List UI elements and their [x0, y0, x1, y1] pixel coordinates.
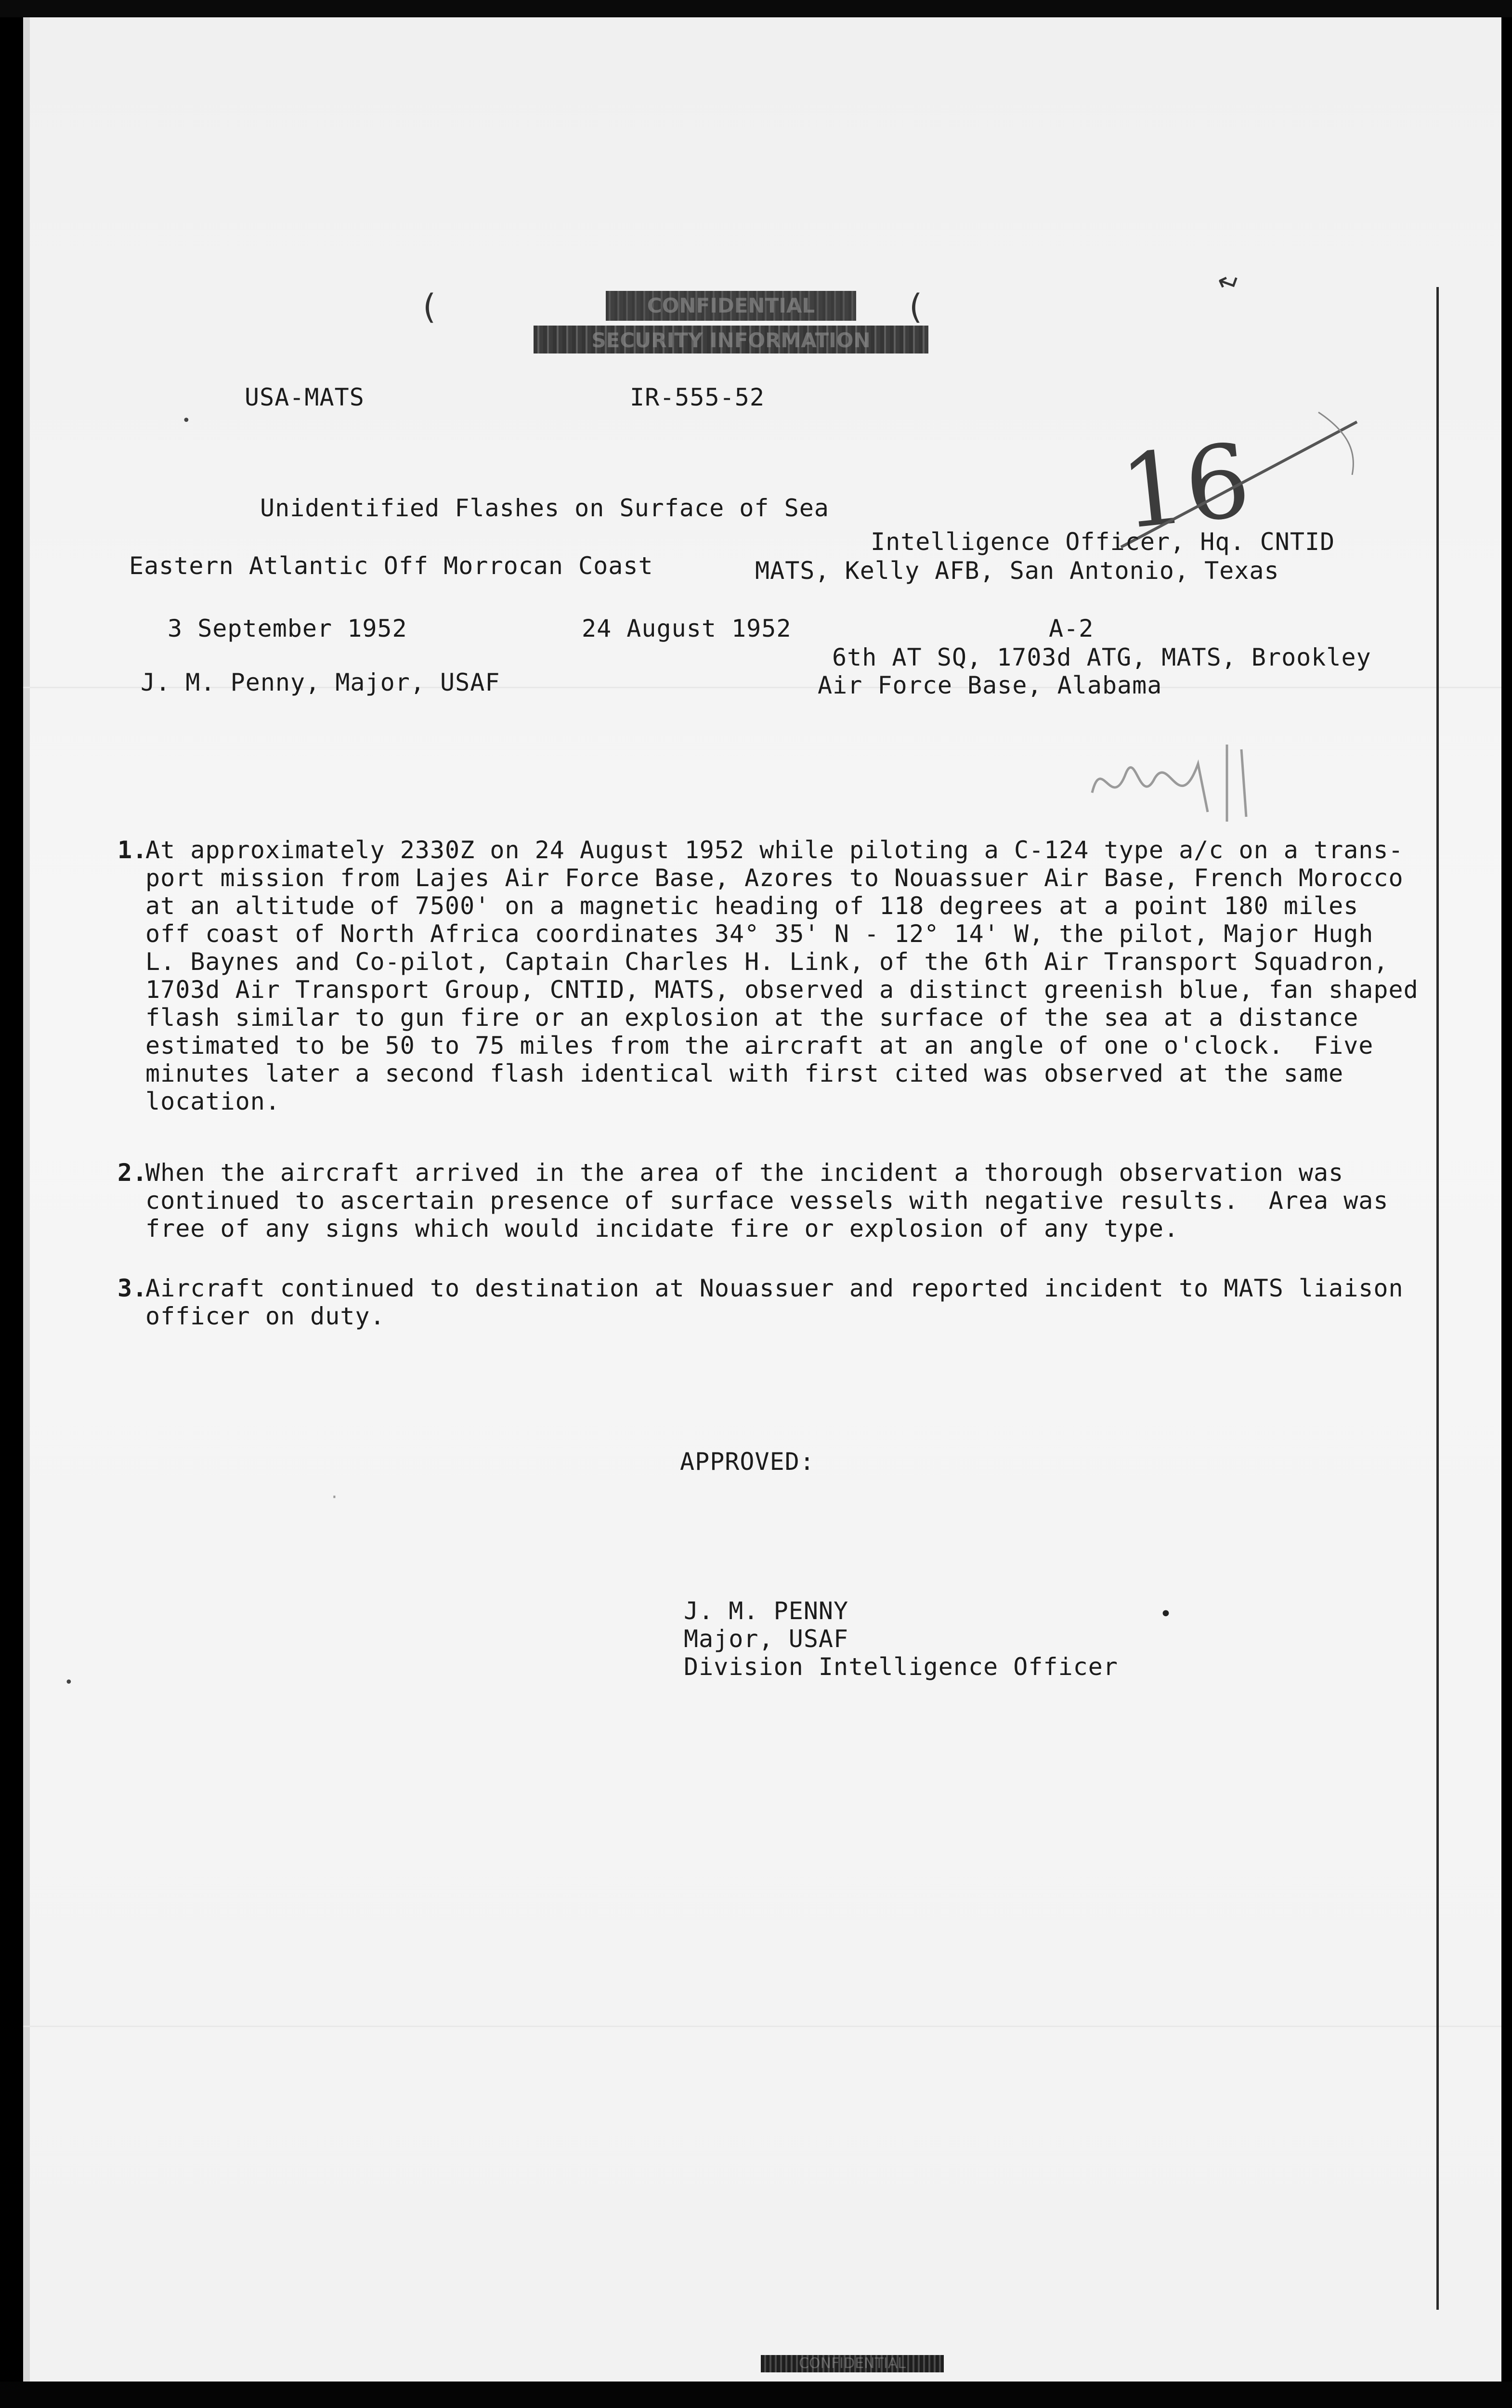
- from-line-2: Air Force Base, Alabama: [818, 671, 1162, 699]
- paragraph-line: At approximately 2330Z on 24 August 1952 while piloting a C-124 type a/c on a trans-: [145, 836, 1404, 864]
- document-page: [23, 17, 1501, 2382]
- scan-artifact-line: [23, 2026, 1501, 2027]
- prepared-by: J. M. Penny, Major, USAF: [141, 668, 500, 696]
- paragraph-line: port mission from Lajes Air Force Base, Azores to Nouassuer Air Base, French Morocco: [145, 864, 1404, 892]
- pencil-mark: ↵: [1212, 264, 1245, 302]
- org-label: USA-MATS: [245, 383, 365, 411]
- report-number: IR-555-52: [630, 383, 765, 411]
- signer-title: Division Intelligence Officer: [684, 1653, 1118, 1681]
- dot-mark: •: [65, 1674, 73, 1691]
- dot-mark: •: [1160, 1602, 1172, 1626]
- paragraph-line: minutes later a second flash identical with first cited was observed at the same: [145, 1060, 1344, 1087]
- stamp-confidential: CONFIDENTIAL: [606, 291, 856, 321]
- stamp-security-information: SECURITY INFORMATION: [534, 326, 928, 353]
- report-subject: Unidentified Flashes on Surface of Sea: [260, 494, 829, 522]
- scan-frame-top: [0, 0, 1512, 17]
- report-date: 3 September 1952: [168, 615, 407, 642]
- dot-mark: •: [182, 412, 191, 429]
- paragraph-line: estimated to be 50 to 75 miles from the aircraft at an angle of one o'clock. Five: [145, 1032, 1374, 1060]
- bottom-classification-stamp: CONFIDENTIAL: [761, 2355, 944, 2372]
- info-date: 24 August 1952: [582, 615, 792, 642]
- paragraph-line: When the aircraft arrived in the area of the incident a thorough observation was: [145, 1159, 1344, 1187]
- signer-rank: Major, USAF: [684, 1625, 849, 1653]
- paren-mark: (: [423, 287, 436, 327]
- paren-mark: (: [909, 287, 923, 327]
- classification-stamp: [519, 291, 943, 353]
- paragraph-line: continued to ascertain presence of surface vessels with negative results. Area was: [145, 1187, 1389, 1215]
- faint-mark: ⋅: [331, 1486, 338, 1508]
- paragraph-line: Aircraft continued to destination at Nouassuer and reported incident to MATS liaison: [145, 1274, 1404, 1302]
- paragraph-line: free of any signs which would incidate fire or explosion of any type.: [145, 1215, 1179, 1243]
- signature-block: [684, 1597, 1262, 1693]
- to-line-2: MATS, Kelly AFB, San Antonio, Texas: [755, 557, 1279, 585]
- handwritten-initials: [1082, 735, 1285, 831]
- paragraph-line: at an altitude of 7500' on a magnetic heading of 118 degrees at a point 180 miles: [145, 892, 1359, 920]
- paragraph-line: 1703d Air Transport Group, CNTID, MATS, observed a distinct greenish blue, fan shaped: [145, 976, 1419, 1004]
- paragraph-line: officer on duty.: [145, 1302, 385, 1330]
- paragraph-number: 1.: [117, 836, 148, 864]
- paragraph-line: off coast of North Africa coordinates 34° 35' N - 12° 14' W, the pilot, Major Hugh: [145, 920, 1374, 948]
- signer-name: J. M. PENNY: [684, 1597, 849, 1625]
- to-line-1: Intelligence Officer, Hq. CNTID: [871, 528, 1335, 556]
- paragraph-line: location.: [145, 1087, 280, 1115]
- paragraph-line: flash similar to gun fire or an explosion at the surface of the sea at a distance: [145, 1004, 1359, 1032]
- source-evaluation: A-2: [1049, 615, 1094, 642]
- paragraph-number: 2.: [117, 1159, 148, 1187]
- page-right-border: [1436, 287, 1439, 2310]
- handwritten-page-number: 16: [1115, 421, 1256, 552]
- scan-frame-bottom: [0, 2382, 1512, 2408]
- from-line-1: 6th AT SQ, 1703d ATG, MATS, Brookley: [832, 643, 1371, 671]
- report-area: Eastern Atlantic Off Morrocan Coast: [129, 552, 653, 580]
- approved-label: APPROVED:: [680, 1448, 815, 1476]
- paragraph-number: 3.: [117, 1274, 148, 1302]
- paragraph-line: L. Baynes and Co-pilot, Captain Charles H. Link, of the 6th Air Transport Squadron,: [145, 948, 1389, 976]
